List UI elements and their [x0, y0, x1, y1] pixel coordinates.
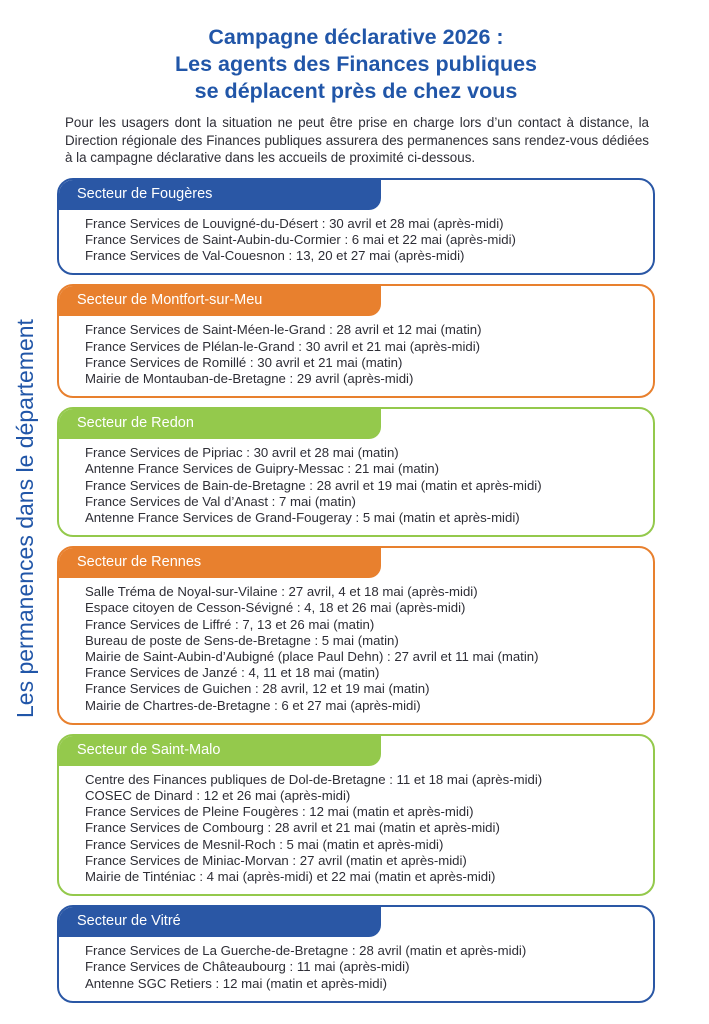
permanence-line: France Services de Mesnil-Roch : 5 mai (matin et après-midi): [85, 836, 444, 852]
sector-header: [59, 180, 381, 210]
page-title-line-1: Campagne déclarative 2026 :: [208, 25, 504, 49]
permanence-line: France Services de Plélan-le-Grand : 30 avril et 21 mai (après-midi): [85, 338, 481, 354]
permanence-line: France Services de Pleine Fougères : 12 mai (matin et après-midi): [85, 804, 474, 820]
permanence-list: [59, 316, 653, 396]
sector-list: [57, 178, 655, 1003]
sector-box: [57, 284, 655, 398]
sector-header: [59, 736, 381, 766]
permanence-line: France Services de La Guerche-de-Bretagne : 28 avril (matin et après-midi): [85, 943, 527, 959]
sector-box: [57, 734, 655, 896]
permanence-line: France Services de Saint-Aubin-du-Cormier : 6 mai et 22 mai (après-midi): [85, 231, 516, 247]
permanence-line: Centre des Finances publiques de Dol-de-Bretagne : 11 et 18 mai (après-midi): [85, 771, 543, 787]
sector-title: Secteur de Rennes: [77, 554, 202, 571]
permanence-line: France Services de Janzé : 4, 11 et 18 mai (matin): [85, 665, 380, 681]
page-title-line-2: Les agents des Finances publiques: [174, 52, 537, 76]
sector-title: Secteur de Redon: [77, 415, 194, 432]
permanence-line: Mairie de Chartres-de-Bretagne : 6 et 27 mai (après-midi): [85, 697, 421, 713]
sector-title: Secteur de Saint-Malo: [77, 741, 221, 758]
sector-header: [59, 548, 381, 578]
permanence-line: Salle Tréma de Noyal-sur-Vilaine : 27 avril, 4 et 18 mai (après-midi): [85, 584, 478, 600]
sector-title: Secteur de Fougères: [77, 185, 213, 202]
permanence-line: France Services de Liffré : 7, 13 et 26 mai (matin): [85, 616, 375, 632]
permanence-line: Antenne France Services de Grand-Fougeray : 5 mai (matin et après-midi): [85, 510, 520, 526]
permanence-list: [59, 439, 653, 535]
page-title: [57, 24, 655, 105]
page-title-line-3: se déplacent près de chez vous: [194, 79, 518, 103]
permanence-list: [59, 210, 653, 274]
intro-text: Pour les usagers dont la situation ne peut être prise en charge lors d’un contact à distance, la Direction régionale des Finances publiques assurera des permanences sans rendez-vous dédiées à la campagne déclarative dans les accueils de proximité ci-dessous.: [65, 115, 649, 166]
sector-box: [57, 905, 655, 1003]
sector-title: Secteur de Vitré: [77, 913, 181, 930]
permanence-line: France Services de Châteaubourg : 11 mai (après-midi): [85, 959, 410, 975]
permanence-line: Antenne France Services de Guipry-Messac : 21 mai (matin): [85, 461, 440, 477]
main-content: [57, 0, 655, 1012]
permanence-list: [59, 578, 653, 723]
permanence-line: France Services de Val d’Anast : 7 mai (matin): [85, 493, 356, 509]
permanence-list: [59, 937, 653, 1001]
permanence-line: France Services de Miniac-Morvan : 27 avril (matin et après-midi): [85, 852, 467, 868]
sector-title: Secteur de Montfort-sur-Meu: [77, 292, 263, 309]
permanence-line: France Services de Louvigné-du-Désert : 30 avril et 28 mai (après-midi): [85, 215, 504, 231]
side-label: Les permanences dans le département: [12, 319, 38, 719]
permanence-line: France Services de Pipriac : 30 avril et 28 mai (matin): [85, 445, 399, 461]
permanence-line: Mairie de Montauban-de-Bretagne : 29 avril (après-midi): [85, 371, 414, 386]
permanence-line: France Services de Bain-de-Bretagne : 28 avril et 19 mai (matin et après-midi): [85, 477, 542, 493]
permanence-line: France Services de Saint-Méen-le-Grand : 28 avril et 12 mai (matin): [85, 322, 482, 338]
sector-header: [59, 286, 381, 316]
permanence-line: Mairie de Saint-Aubin-d’Aubigné (place Paul Dehn) : 27 avril et 11 mai (matin): [85, 649, 539, 665]
sector-box: [57, 407, 655, 537]
permanence-line: France Services de Combourg : 28 avril et 21 mai (matin et après-midi): [85, 820, 500, 836]
permanence-line: Espace citoyen de Cesson-Sévigné : 4, 18 et 26 mai (après-midi): [85, 600, 466, 616]
permanence-line: France Services de Val-Couesnon : 13, 20 et 27 mai (après-midi): [85, 248, 465, 264]
permanence-line: Mairie de Tinténiac : 4 mai (après-midi) et 22 mai (matin et après-midi): [85, 869, 496, 885]
sector-box: [57, 178, 655, 276]
sector-header: [59, 409, 381, 439]
permanence-line: Antenne SGC Retiers : 12 mai (matin et après-midi): [85, 975, 387, 991]
permanence-line: France Services de Guichen : 28 avril, 12 et 19 mai (matin): [85, 681, 430, 697]
permanence-list: [59, 766, 653, 894]
permanence-line: France Services de Romillé : 30 avril et 21 mai (matin): [85, 354, 403, 370]
permanence-line: COSEC de Dinard : 12 et 26 mai (après-midi): [85, 788, 351, 804]
sector-box: [57, 546, 655, 725]
sector-header: [59, 907, 381, 937]
permanence-line: Bureau de poste de Sens-de-Bretagne : 5 mai (matin): [85, 632, 399, 648]
